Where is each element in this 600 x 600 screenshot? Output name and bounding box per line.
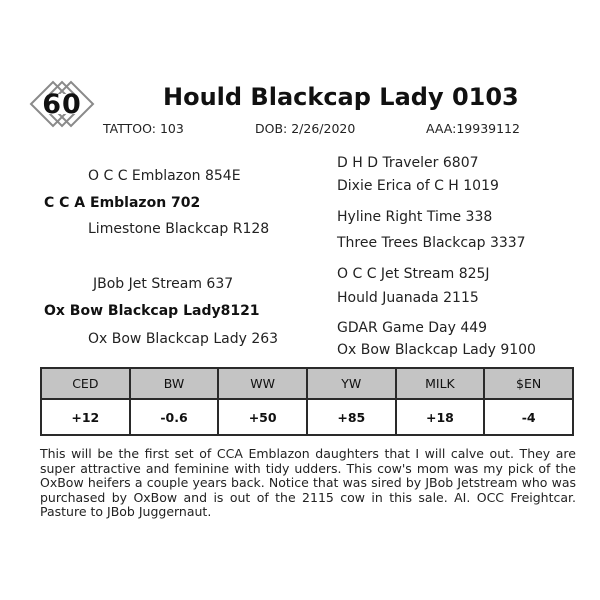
epd-value-ww: +50: [218, 399, 307, 435]
pedigree-right-line: Dixie Erica of C H 1019: [337, 178, 499, 194]
pedigree-dam-dam: Ox Bow Blackcap Lady 263: [88, 331, 279, 347]
pedigree-right-line: GDAR Game Day 449: [337, 320, 488, 336]
epd-value-row: [41, 399, 573, 435]
pedigree-right-line: Ox Bow Blackcap Lady 9100: [337, 342, 536, 358]
lot-notes: This will be the first set of CCA Emblazon daughters that I will calve out. They are super attractive and feminine with tidy udders. This cow's mom was my pick of the OxBow heifers a couple years back. Notice that was sired by JBob Jetstream who was purchased by OxBow and is out of the 2115 cow in this sale. AI. OCC Freightcar. Pasture to JBob Juggernaut.: [40, 446, 576, 520]
registration-number-text: AAA:19939112: [426, 121, 520, 136]
pedigree-right-line: Hyline Right Time 338: [337, 209, 493, 225]
dob-text: DOB: 2/26/2020: [255, 121, 356, 136]
epd-header-ww: WW: [218, 368, 307, 399]
pedigree-dam-sire: JBob Jet Stream 637: [93, 276, 234, 292]
epd-header-ced: CED: [41, 368, 130, 399]
animal-name-title: Hould Blackcap Lady 0103: [163, 83, 519, 111]
pedigree-sire-sire: O C C Emblazon 854E: [88, 168, 241, 184]
pedigree-sire-dam: Limestone Blackcap R128: [88, 221, 270, 237]
pedigree-sire: C C A Emblazon 702: [44, 195, 201, 211]
epd-header-row: [41, 368, 573, 399]
pedigree-right-line: Hould Juanada 2115: [337, 290, 479, 306]
epd-value-en: -4: [484, 399, 573, 435]
epd-table: [40, 367, 574, 436]
pedigree-right-line: O C C Jet Stream 825J: [337, 266, 490, 282]
tattoo-text: TATTOO: 103: [103, 121, 184, 136]
epd-header-en: $EN: [484, 368, 573, 399]
lot-number: 60: [42, 88, 82, 120]
epd-value-milk: +18: [396, 399, 485, 435]
pedigree-right-line: D H D Traveler 6807: [337, 155, 479, 171]
epd-header-milk: MILK: [396, 368, 485, 399]
epd-value-yw: +85: [307, 399, 396, 435]
epd-value-bw: -0.6: [130, 399, 219, 435]
lot-badge: [26, 78, 98, 130]
epd-value-ced: +12: [41, 399, 130, 435]
epd-header-bw: BW: [130, 368, 219, 399]
pedigree-dam: Ox Bow Blackcap Lady8121: [44, 303, 260, 319]
epd-header-yw: YW: [307, 368, 396, 399]
pedigree-right-line: Three Trees Blackcap 3337: [337, 235, 526, 251]
